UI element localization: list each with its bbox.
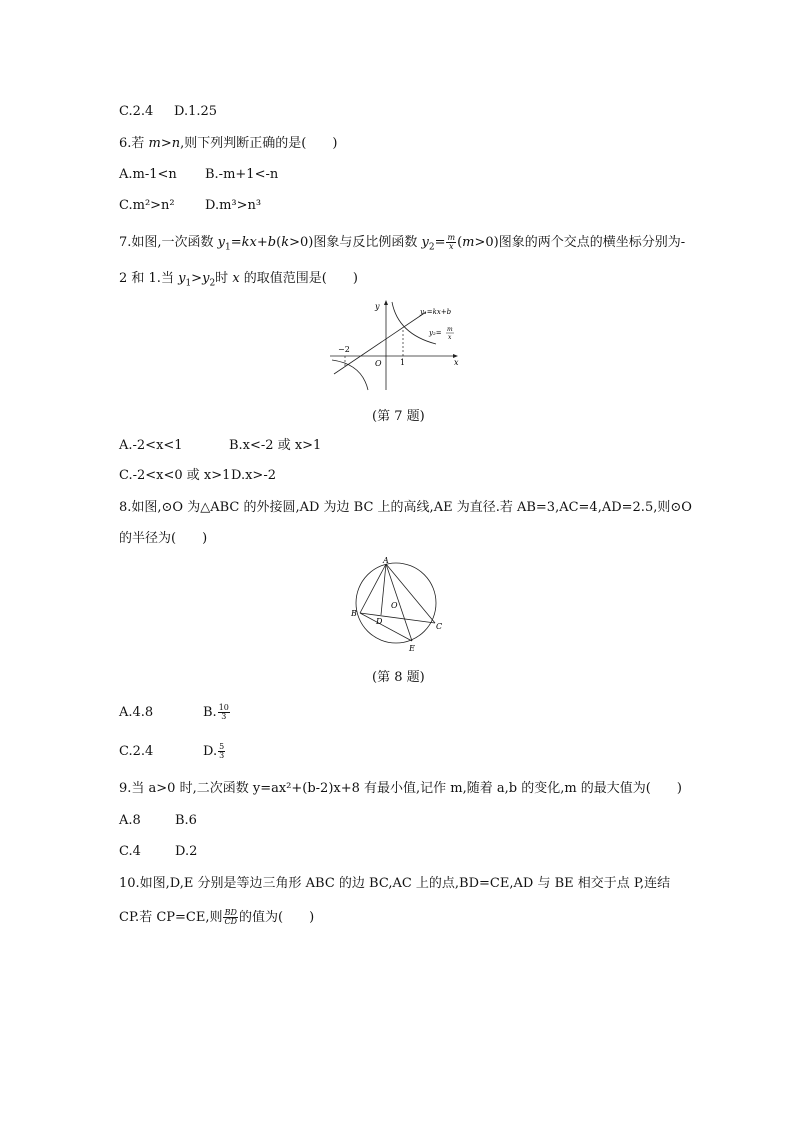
q7-stem-line1: 7.如图,一次函数 $y_1=kx+b(k>0)$图象与反比例函数 $y_2=$ $\frac{m}{x}$ (m>0)图象的两个交点的横坐标分别为-	[119, 233, 686, 253]
q7-hyperbola-left	[332, 360, 368, 390]
q7-options-row1	[119, 437, 321, 455]
q10-stem-line1: 10.如图,D,E 分别是等边三角形 ABC 的边 BC,AC 上的点,BD=CE,AD 与 BE 相交于点 P,连结	[119, 876, 671, 891]
q6-option-c: C.m²>n²	[119, 198, 175, 213]
q7-option-a: A.-2<x<1	[119, 438, 183, 453]
q7-stem-line2: 2 和 1.当 $y_1>y_2$时 x 的取值范围是( )	[119, 271, 358, 289]
q9-options-row2	[119, 843, 197, 861]
q8-side-bc	[360, 613, 435, 623]
q7-label-y-axis: y	[375, 302, 380, 311]
q8-label-o: O	[391, 601, 398, 610]
q9-options-row1	[119, 812, 197, 830]
q6-option-a: A.m-1<n	[119, 167, 177, 182]
q8-option-c: C.2.4	[119, 744, 154, 759]
q9-option-d: D.2	[175, 844, 198, 859]
q7-figure	[326, 296, 466, 392]
q8-label-c: C	[436, 622, 443, 631]
q8-caption: (第 8 题)	[372, 670, 425, 685]
q6-options-row2	[119, 197, 261, 215]
q8-side-ac	[386, 564, 435, 623]
q7-caption: (第 7 题)	[372, 409, 425, 424]
q8-label-e: E	[409, 644, 415, 653]
q9-option-c: C.4	[119, 844, 141, 859]
q8-options-row1	[119, 704, 231, 722]
q5-option-c: C.2.4	[119, 104, 154, 119]
q7-label-y1: y₁=kx+b	[420, 308, 452, 316]
q9-stem: 9.当 a>0 时,二次函数 y=ax²+(b-2)x+8 有最小值,记作 m,随着 a,b 的变化,m 的最大值为( )	[119, 781, 682, 796]
q7-y-axis-arrow	[384, 300, 388, 305]
q7-label-1: 1	[400, 358, 406, 367]
q9-option-a: A.8	[119, 813, 141, 828]
q6-options-row1	[119, 166, 278, 184]
q8-options-row2	[119, 743, 226, 761]
q7-option-b: B.x<-2 或 x>1	[229, 438, 322, 453]
q8-label-d: D	[376, 617, 383, 626]
q7-option-d: D.x>-2	[231, 468, 276, 483]
q5-option-d: D.1.25	[174, 104, 218, 119]
q8-option-d: D. $\frac{5}{3}$	[203, 742, 225, 760]
q10-stem-line2: CP.若 CP=CE,则 $\frac{BD}{CD}$ 的值为( )	[119, 908, 315, 926]
q7-label-y2-num: m	[447, 326, 453, 333]
q7-label-neg2: −2	[338, 345, 350, 354]
q8-option-d-fraction: $\frac{5}{3}$	[219, 742, 225, 760]
q7-label-x-axis: x	[454, 358, 459, 367]
q8-option-a: A.4.8	[119, 705, 154, 720]
q8-figure	[346, 556, 450, 656]
q6-option-d: D.m³>n³	[205, 198, 262, 213]
q8-stem-line2: 的半径为( )	[119, 531, 208, 546]
q10-fraction-bd-over-cd: $\frac{BD}{CD}$	[224, 908, 238, 926]
q7-label-y2-den: x	[448, 334, 452, 341]
q7-option-c: C.-2<x<0 或 x>1	[119, 468, 231, 483]
q8-stem-line1: 8.如图,⊙O 为△ABC 的外接圆,AD 为边 BC 上的高线,AE 为直径.若 AB=3,AC=4,AD=2.5,则⊙O	[119, 500, 692, 515]
q9-option-b: B.6	[175, 813, 197, 828]
q5-options	[119, 103, 217, 121]
q6-option-b: B.-m+1<-n	[205, 167, 279, 182]
q8-option-b-fraction: $\frac{10}{3}$	[218, 703, 229, 721]
q7-label-origin: O	[375, 359, 382, 368]
q8-option-b: B. $\frac{10}{3}$	[203, 703, 229, 721]
q7-label-y2: y₂=	[429, 329, 442, 337]
q8-label-b: B	[351, 609, 357, 618]
q7-options-row2	[119, 467, 276, 485]
q7-fraction-m-over-x: $\frac{m}{x}$	[447, 233, 456, 251]
q8-label-a: A	[383, 556, 389, 565]
q6-stem: 6.若 m>n,则下列判断正确的是( )	[119, 136, 338, 151]
